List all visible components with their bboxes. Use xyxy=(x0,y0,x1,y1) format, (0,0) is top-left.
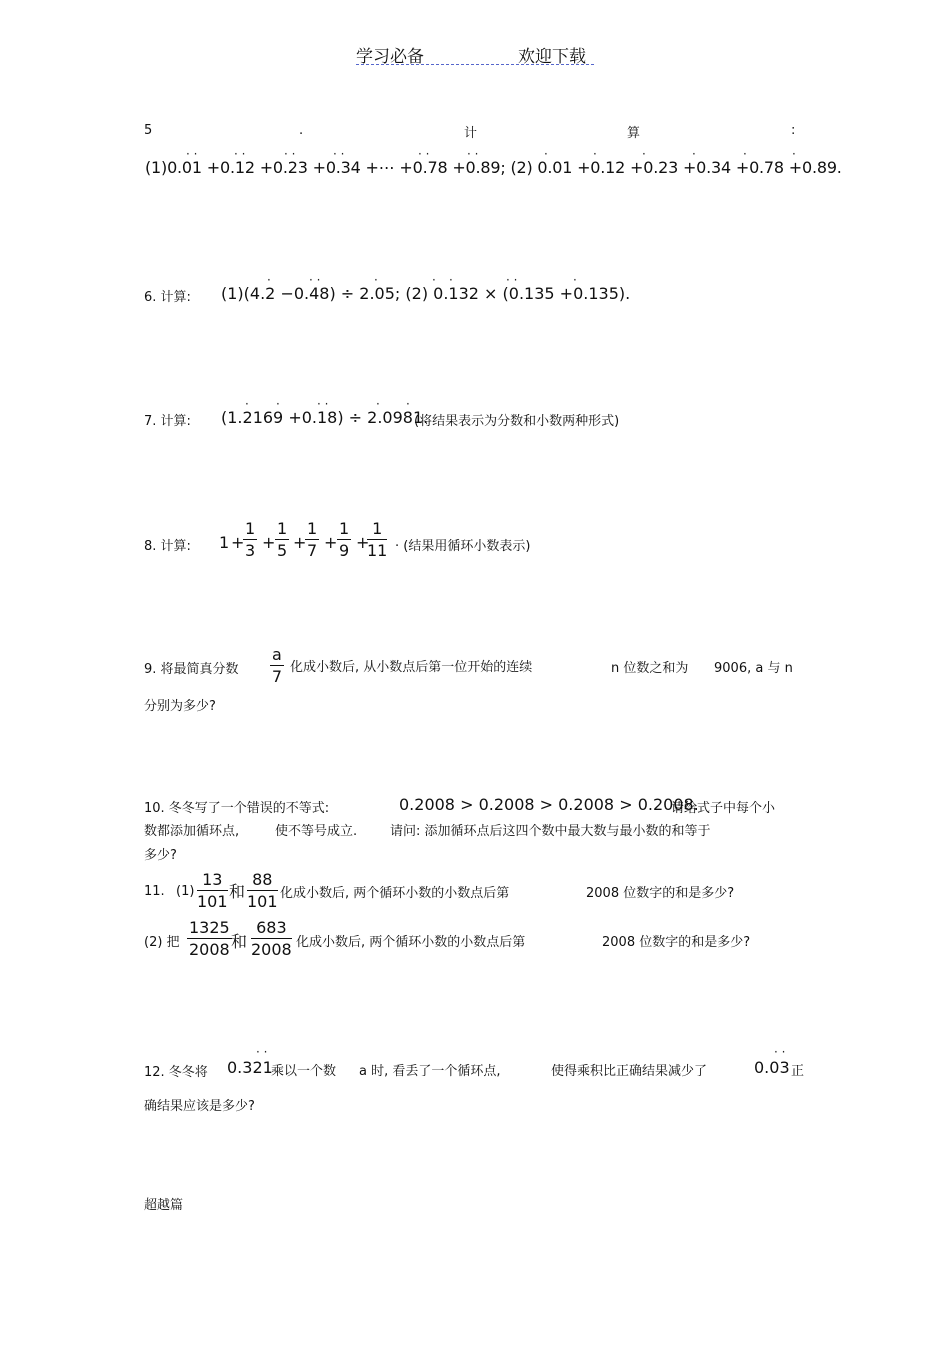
q6-label: 6. 计算: xyxy=(144,290,191,305)
q11-text-1: 化成小数后, 两个循环小数的小数点后第 xyxy=(280,886,510,901)
q10-line-2c: 请问: 添加循环点后这四个数中最大数与最小数的和等于 xyxy=(390,824,711,839)
q8-plus-3: + xyxy=(293,533,307,552)
q6-expression: (1)(4.2 −0.48) ÷ 2.05; (2) 0.132 × (0.135 +0.135). xyxy=(221,284,631,303)
q8-fraction-2: $\frac{1}{5}$ xyxy=(277,519,288,560)
q7-note: (将结果表示为分数和小数两种形式) xyxy=(414,414,620,429)
q7-expression: (1.2169 +0.18) ÷ 2.0981. xyxy=(221,408,429,427)
q11-part-1: (1) xyxy=(176,884,195,899)
q11-part-2: (2) 把 xyxy=(144,935,180,950)
q9-label: 9. 将最简真分数 xyxy=(144,662,239,677)
q12-text-3: 使得乘积比正确结果减少了 xyxy=(551,1064,708,1079)
q5-char-1: 计 xyxy=(464,126,478,141)
q11-fraction-1: $\frac{13}{101}$ xyxy=(197,870,228,911)
q8-plus-4: + xyxy=(324,533,338,552)
q9-fraction: $\frac{a}{7}$ xyxy=(271,645,282,686)
q9-text-3: 9006, a 与 n xyxy=(714,661,793,676)
q11-fraction-3: $\frac{1325}{2008}$ xyxy=(189,918,230,959)
q11-text-1b: 2008 位数字的和是多少? xyxy=(586,886,735,901)
q8-fraction-4: $\frac{1}{9}$ xyxy=(339,519,350,560)
section-title: 超越篇 xyxy=(144,1198,184,1213)
q10-line-2b: 使不等号成立. xyxy=(275,824,358,839)
q12-label: 12. 冬冬将 xyxy=(144,1065,208,1080)
q11-text-2b: 2008 位数字的和是多少? xyxy=(602,935,751,950)
q11-text-2: 化成小数后, 两个循环小数的小数点后第 xyxy=(296,935,526,950)
q8-plus-5: + xyxy=(356,533,370,552)
q5-expression: (1)0.01 +0.12 +0.23 +0.34 +⋯ +0.78 +0.89; (2) 0.01 +0.12 +0.23 +0.34 +0.78 +0.89. xyxy=(145,158,842,177)
q12-text-1: 乘以一个数 xyxy=(271,1064,337,1079)
header-left: 学习必备 xyxy=(356,47,424,67)
q10-inequality: 0.2008 > 0.2008 > 0.2008 > 0.2008. xyxy=(399,795,699,814)
q8-fraction-3: $\frac{1}{7}$ xyxy=(307,519,318,560)
q9-text-1: 化成小数后, 从小数点后第一位开始的连续 xyxy=(290,660,533,675)
q10-line-3: 多少? xyxy=(144,848,177,863)
q11-fraction-2: $\frac{88}{101}$ xyxy=(247,870,278,911)
q5-char-2: 算 xyxy=(627,126,641,141)
q12-text-2: a 时, 看丢了一个循环点, xyxy=(359,1064,501,1079)
q5-dot: . xyxy=(299,123,304,138)
q11-and-1: 和 xyxy=(229,882,246,901)
q5-colon: : xyxy=(791,123,796,138)
q12-number-1: 0.321 xyxy=(227,1058,273,1077)
header-right: 欢迎下载 xyxy=(518,47,586,67)
q8-note: · (结果用循环小数表示) xyxy=(395,539,531,554)
q8-plus-1: + xyxy=(231,533,245,552)
q10-tail: 请给式子中每个小 xyxy=(671,801,776,816)
q11-and-2: 和 xyxy=(231,932,248,951)
q12-text-4: 正 xyxy=(791,1064,805,1079)
q11-label: 11. xyxy=(144,884,165,899)
q8-one: 1 xyxy=(219,533,230,552)
q12-line-2: 确结果应该是多少? xyxy=(144,1099,255,1114)
header-underline xyxy=(356,64,594,65)
q11-fraction-4: $\frac{683}{2008}$ xyxy=(251,918,292,959)
q10-label: 10. 冬冬写了一个错误的不等式: xyxy=(144,801,330,816)
q8-label: 8. 计算: xyxy=(144,539,191,554)
q9-line-2: 分别为多少? xyxy=(144,699,216,714)
q8-fraction-5: $\frac{1}{11}$ xyxy=(367,519,388,560)
q9-text-2: n 位数之和为 xyxy=(611,661,689,676)
q8-fraction-1: $\frac{1}{3}$ xyxy=(245,519,256,560)
q12-number-2: 0.03 xyxy=(754,1058,790,1077)
q5-number: 5 xyxy=(144,123,153,138)
q8-plus-2: + xyxy=(262,533,276,552)
q10-line-2a: 数都添加循环点, xyxy=(144,824,240,839)
q7-label: 7. 计算: xyxy=(144,414,191,429)
